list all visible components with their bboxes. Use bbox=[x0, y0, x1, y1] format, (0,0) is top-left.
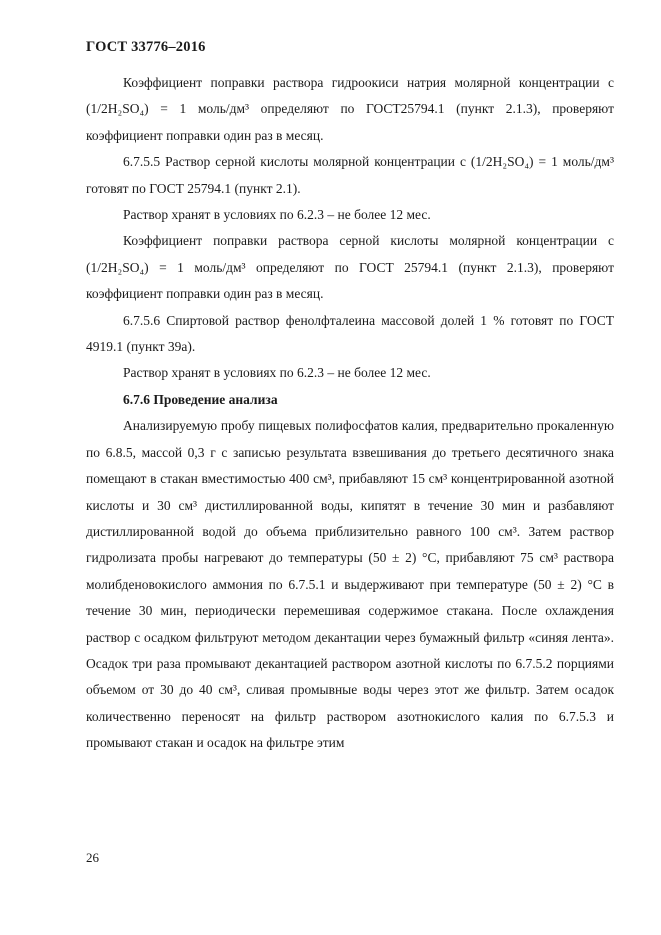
paragraph-analysis-procedure: Анализируемую пробу пищевых полифосфатов калия, предварительно прокаленную по 6.8.5, массой 0,3 г с записью результата взвешивания до третьего десятичного знака помещают в стакан вместимостью 400 см³, прибавляют 15 см³ концентрированной азотной кислоты и 30 см³ дистиллированной воды, кипятят в течение 30 мин и разбавляют дистиллированной водой до объема приблизительно равного 100 см³. Затем раствор гидролизата пробы нагревают до температуры (50 ± 2) °С, прибавляют 75 см³ раствора молибденовокислого аммония по 6.7.5.1 и выдерживают при температуре (50 ± 2) °С в течение 30 мин, периодически перемешивая содержимое стакана. После охлаждения раствор с осадком фильтруют методом декантации через бумажный фильтр «синяя лента». Осадок три раза промывают декантацией раствором азотной кислоты по 6.7.5.2 порциями объемом от 30 до 40 см³, сливая промывные воды через этот же фильтр. Затем осадок количественно переносят на фильтр раствором азотнокислого калия по 6.7.5.3 и промывают стакан и осадок на фильтре этим bbox=[86, 418, 614, 751]
paragraph-storage-2: Раствор хранят в условиях по 6.2.3 – не более 12 мес. bbox=[123, 365, 431, 381]
document-header: ГОСТ 33776–2016 bbox=[86, 39, 206, 55]
paragraph-naoh-correction: Коэффициент поправки раствора гидроокиси натрия молярной концентрации c (1/2H₂SO₄) = 1 моль/дм³ определяют по ГОСТ25794.1 (пункт 2.1.3), проверяют коэффициент поправки один раз в месяц. bbox=[86, 75, 614, 143]
paragraph-storage-1: Раствор хранят в условиях по 6.2.3 – не более 12 мес. bbox=[123, 207, 431, 223]
page-number: 26 bbox=[86, 850, 99, 865]
document-body bbox=[86, 70, 614, 757]
paragraph-6-7-5-5: 6.7.5.5 Раствор серной кислоты молярной концентрации c (1/2H₂SO₄) = 1 моль/дм³ готовят по ГОСТ 25794.1 (пункт 2.1). bbox=[86, 154, 614, 196]
section-heading-6-7-6: 6.7.6 Проведение анализа bbox=[123, 391, 278, 407]
paragraph-h2so4-correction: Коэффициент поправки раствора серной кислоты молярной концентрации c (1/2H₂SO₄) = 1 моль/дм³ определяют по ГОСТ 25794.1 (пункт 2.1.3), проверяют коэффициент поправки один раз в месяц. bbox=[86, 233, 614, 302]
paragraph-6-7-5-6: 6.7.5.6 Спиртовой раствор фенолфталеина массовой долей 1 % готовят по ГОСТ 4919.1 (пункт 39а). bbox=[86, 312, 614, 355]
